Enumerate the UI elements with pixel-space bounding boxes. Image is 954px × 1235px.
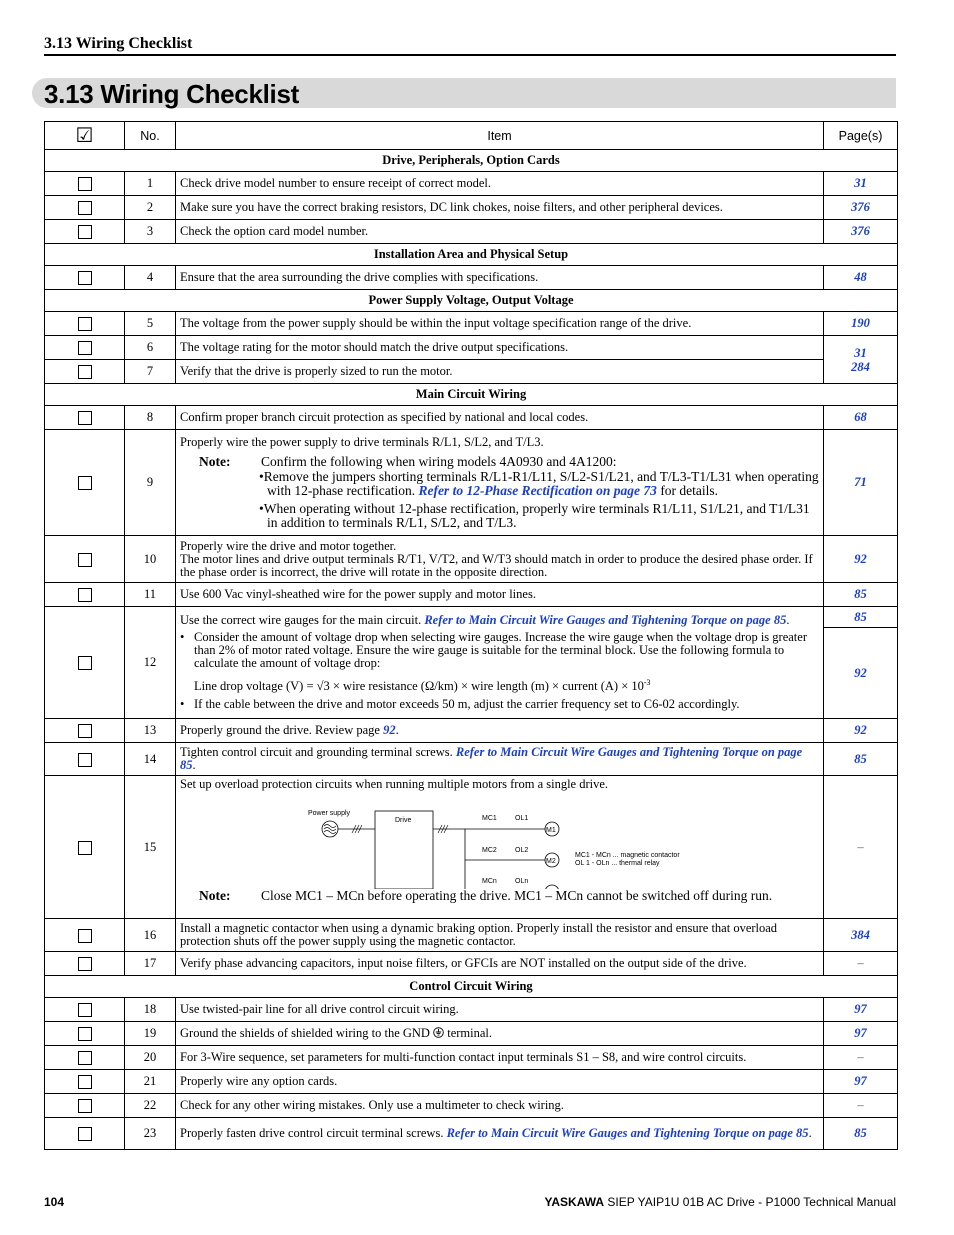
table-row [45,312,898,336]
checkbox[interactable] [78,929,92,943]
item-text-part: . [192,758,196,772]
item-text: For 3-Wire sequence, set parameters for multi-function contact input terminals S1 – S8, and wire control circuits. [176,1046,824,1070]
note-label: Note: [199,888,231,903]
check-cell [45,536,125,583]
bullet-marker: • [180,696,185,711]
checkbox[interactable] [78,365,92,379]
checkbox-checked-icon: ☑ [75,125,94,147]
row-number: 19 [125,1022,176,1046]
checkbox[interactable] [78,841,92,855]
check-cell [45,919,125,952]
check-cell [45,583,125,607]
page-link[interactable]: 85 [824,1118,898,1150]
footer-brand: YASKAWA [544,1195,605,1209]
item-text: Use 600 Vac vinyl-sheathed wire for the power supply and motor lines. [176,583,824,607]
legend-contactor: MC1 - MCn ... magnetic contactor [575,852,680,859]
checkbox[interactable] [78,341,92,355]
page-link[interactable]: 97 [824,1022,898,1046]
check-cell [45,220,125,244]
header-row [45,122,898,150]
check-cell [45,1118,125,1150]
note-label: Note: [199,453,231,469]
item-text [176,719,824,743]
check-cell [45,196,125,220]
page-link[interactable]: 97 [824,1070,898,1094]
item-text-part: Properly ground the drive. Review page [180,723,384,737]
check-cell [45,998,125,1022]
group-row [45,290,898,312]
checkbox[interactable] [78,271,92,285]
item-text: Ensure that the area surrounding the drive complies with specifications. [176,266,824,290]
row-number: 5 [125,312,176,336]
page-link[interactable]: 85 [824,607,897,628]
row-number: 9 [125,430,176,536]
table-row [45,1118,898,1150]
checkbox[interactable] [78,1099,92,1113]
check-cell [45,266,125,290]
item-text-part: . [395,723,399,737]
bullet-item [180,698,819,711]
item-text: Check for any other wiring mistakes. Only use a multimeter to check wiring. [176,1094,824,1118]
page-link[interactable]: 92 [824,536,898,583]
row-number: 14 [125,743,176,776]
page-link: – [824,952,898,976]
item-text-part: . [808,1126,812,1140]
table-row [45,220,898,244]
check-cell [45,607,125,719]
cross-reference-link[interactable]: Refer to Main Circuit Wire Gauges and Tightening Torque on page 85 [424,613,787,628]
group-row [45,384,898,406]
table-row [45,406,898,430]
table-row [45,360,898,384]
check-cell [45,430,125,536]
cross-reference-link[interactable]: 92 [383,723,396,737]
group-title: Control Circuit Wiring [45,976,898,998]
row-number: 7 [125,360,176,384]
motor-m1-label: M1 [546,827,556,834]
check-column-header [45,122,125,150]
mc1-label: MC1 [482,815,497,822]
row-number: 17 [125,952,176,976]
item-text: Check drive model number to ensure receipt of correct model. [176,172,824,196]
table-row [45,919,898,952]
row-number: 2 [125,196,176,220]
item-text: Use twisted-pair line for all drive control circuit wiring. [176,998,824,1022]
bullet-text: Consider the amount of voltage drop when selecting wire gauges. Increase the wire gauge when the voltage drop is greater than 2% of motor rated voltage. Ensure the wire gauge is suitable for the terminal block. Use the following formula to calculate the amount of voltage drop: [194,630,807,671]
row-number: 15 [125,776,176,919]
formula [194,676,819,693]
ac-wave-icon [324,825,336,834]
row-number: 18 [125,998,176,1022]
check-cell [45,1046,125,1070]
item-text: Properly wire any option cards. [176,1070,824,1094]
formula-text: Line drop voltage (V) = √3 × wire resistance (Ω/km) × wire length (m) × current (A) × 10 [194,679,644,694]
page-link: – [824,1094,898,1118]
page-links [824,607,898,719]
group-row [45,244,898,266]
row-number: 23 [125,1118,176,1150]
header-rule [44,54,896,56]
item-text: Properly wire the power supply to drive terminals R/L1, S/L2, and T/L3. [180,434,544,449]
item-text: Make sure you have the correct braking resistors, DC link chokes, noise filters, and other peripheral devices. [176,196,824,220]
item-cell [176,607,824,719]
page-link[interactable]: 31 [824,172,898,196]
item-text: The voltage from the power supply should be within the input voltage specification range of the drive. [176,312,824,336]
row-number: 13 [125,719,176,743]
row-number: 22 [125,1094,176,1118]
checkbox[interactable] [78,1127,92,1141]
checkbox[interactable] [78,225,92,239]
check-cell [45,336,125,360]
table-row [45,266,898,290]
group-title: Drive, Peripherals, Option Cards [45,150,898,172]
mc2-label: MC2 [482,847,497,854]
footer-manual-title [544,1195,896,1209]
legend-thermal-relay: OL 1 - OLn ... thermal relay [575,860,660,867]
check-cell [45,1070,125,1094]
cross-reference-link[interactable]: Refer to Main Circuit Wire Gauges and Tightening Torque on page 85 [180,745,803,772]
checkbox[interactable] [78,588,92,602]
group-row [45,976,898,998]
checkbox[interactable] [78,201,92,215]
table-row [45,952,898,976]
footer-page-number: 104 [44,1195,65,1209]
table-row [45,336,898,360]
check-cell [45,743,125,776]
row-number: 6 [125,336,176,360]
group-title: Power Supply Voltage, Output Voltage [45,290,898,312]
motor-m2-label: M2 [546,858,556,865]
checkbox[interactable] [78,656,92,670]
checkbox[interactable] [78,753,92,767]
row-number: 4 [125,266,176,290]
cross-reference-link[interactable]: Refer to Main Circuit Wire Gauges and Tightening Torque on page 85 [446,1126,809,1140]
item-column-header: Item [176,122,824,150]
item-text-part: terminal. [444,1026,492,1040]
bullet-text: •Remove the jumpers shorting terminals R/L1-R1/L11, S/L2-S1/L21, and T/L3-T1/L31 when operating with 12-phase rectification. [259,468,819,498]
item-text-part: Ground the shields of shielded wiring to the GND [180,1026,434,1040]
item-text: Properly wire the drive and motor together. [180,538,397,553]
row-number: 1 [125,172,176,196]
table-row [45,1022,898,1046]
check-cell [45,312,125,336]
overload-protection-diagram [180,793,820,889]
wiring-checklist-table [44,121,898,1150]
checkbox[interactable] [78,476,92,490]
row-number: 20 [125,1046,176,1070]
page-link[interactable]: 85 [824,743,898,776]
item-text-part: Properly fasten drive control circuit terminal screws. [180,1126,447,1140]
checkbox[interactable] [78,411,92,425]
page-link: – [824,776,898,919]
page-link: – [824,1046,898,1070]
ol1-label: OL1 [515,815,529,822]
page-link[interactable]: 68 [824,406,898,430]
ground-icon [433,1027,444,1038]
page-link[interactable]: 71 [824,430,898,536]
item-text [176,1022,824,1046]
group-title: Installation Area and Physical Setup [45,244,898,266]
item-text: The motor lines and drive output terminals R/T1, V/T2, and W/T3 should match in order to produce the desired phase order. If the phase order is incorrect, the drive will rotate in the opposite direction. [180,551,813,579]
table-row [45,1070,898,1094]
note-bullets [180,470,819,530]
table-row [45,1046,898,1070]
item-text: Install a magnetic contactor when using a dynamic braking option. Properly install the resistor and ensure that overload protection shuts off the power supply using the magnetic contactor. [176,919,824,952]
table-row [45,998,898,1022]
page-link[interactable]: 85 [824,583,898,607]
check-cell [45,360,125,384]
check-cell [45,776,125,919]
row-number: 21 [125,1070,176,1094]
page-link[interactable]: 384 [824,919,898,952]
page-link[interactable]: 31 [854,345,867,360]
checkbox[interactable] [78,553,92,567]
item-text-part: . [786,613,790,628]
item-cell [176,536,824,583]
check-cell [45,406,125,430]
checkbox[interactable] [78,1003,92,1017]
item-cell [176,776,824,919]
table-row [45,776,898,919]
row-number: 3 [125,220,176,244]
item-text: Check the option card model number. [176,220,824,244]
checkbox[interactable] [78,957,92,971]
checkbox[interactable] [78,724,92,738]
drive-label: Drive [395,817,412,824]
row-number: 12 [125,607,176,719]
item-text: Set up overload protection circuits when running multiple motors from a single drive. [180,777,609,791]
check-cell [45,952,125,976]
bullet-item [180,631,819,670]
item-text [176,743,824,776]
check-cell [45,1094,125,1118]
formula-exponent: -3 [643,678,651,688]
table-row [45,719,898,743]
note-text: Close MC1 – MCn before operating the drive. MC1 – MCn cannot be switched off during run. [261,888,773,903]
item-cell [176,430,824,536]
table-row [45,607,898,719]
page-link[interactable]: 48 [824,266,898,290]
no-column-header: No. [125,122,176,150]
check-cell [45,719,125,743]
power-supply-label: Power supply [308,810,351,817]
item-text: The voltage rating for the motor should match the drive output specifications. [176,336,824,360]
group-row [45,150,898,172]
row-number: 10 [125,536,176,583]
checkbox[interactable] [78,317,92,331]
bullet-marker: • [180,630,185,645]
row-number: 8 [125,406,176,430]
checkbox[interactable] [78,1075,92,1089]
item-text: Confirm proper branch circuit protection as specified by national and local codes. [176,406,824,430]
section-title: 3.13 Wiring Checklist [44,79,299,109]
oln-label: OLn [515,878,529,885]
table-row [45,430,898,536]
page-link[interactable]: 376 [824,220,898,244]
note-bullet: •When operating without 12-phase rectification, properly wire terminals R1/L11, S1/L21, and T1/L31 in addition to terminals R/L1, S/L2, and T/L3. [259,500,810,530]
check-cell [45,1022,125,1046]
cross-reference-link[interactable]: Refer to 12-Phase Rectification on page 73 [418,482,657,498]
note [199,455,819,468]
page-link[interactable]: 376 [824,196,898,220]
footer-title-text: SIEP YAIP1U 01B AC Drive - P1000 Technical Manual [604,1195,896,1209]
page-link[interactable]: 190 [824,312,898,336]
table-row [45,743,898,776]
page-link[interactable]: 92 [824,719,898,743]
group-title: Main Circuit Wiring [45,384,898,406]
note-text: Confirm the following when wiring models 4A0930 and 4A1200: [261,453,617,469]
check-cell [45,172,125,196]
item-text [180,614,819,627]
bullet-text: If the cable between the drive and motor exceeds 50 m, adjust the carrier frequency set to C6-02 accordingly. [194,696,740,711]
page-links [824,336,898,384]
item-text-part: Use the correct wire gauges for the main circuit. [180,613,425,628]
table-row [45,583,898,607]
page-link[interactable]: 97 [824,998,898,1022]
pages-column-header: Page(s) [824,122,898,150]
page-link[interactable]: 284 [851,359,870,374]
table-row [45,196,898,220]
table-row [45,536,898,583]
checkbox[interactable] [78,1051,92,1065]
running-head: 3.13 Wiring Checklist [44,35,193,52]
row-number: 16 [125,919,176,952]
table-row [45,172,898,196]
checkbox[interactable] [78,177,92,191]
mcn-label: MCn [482,878,497,885]
item-text: Verify that the drive is properly sized to run the motor. [176,360,824,384]
bullet-text: for details. [656,482,719,498]
checkbox[interactable] [78,1027,92,1041]
item-text [176,1118,824,1150]
item-text-part: Tighten control circuit and grounding terminal screws. [180,745,456,759]
item-text: Verify phase advancing capacitors, input noise filters, or GFCIs are NOT installed on the output side of the drive. [176,952,824,976]
ol2-label: OL2 [515,847,529,854]
row-number: 11 [125,583,176,607]
note-bullet [259,470,819,498]
table-row [45,1094,898,1118]
note [199,889,819,902]
page-link[interactable]: 92 [854,666,867,680]
